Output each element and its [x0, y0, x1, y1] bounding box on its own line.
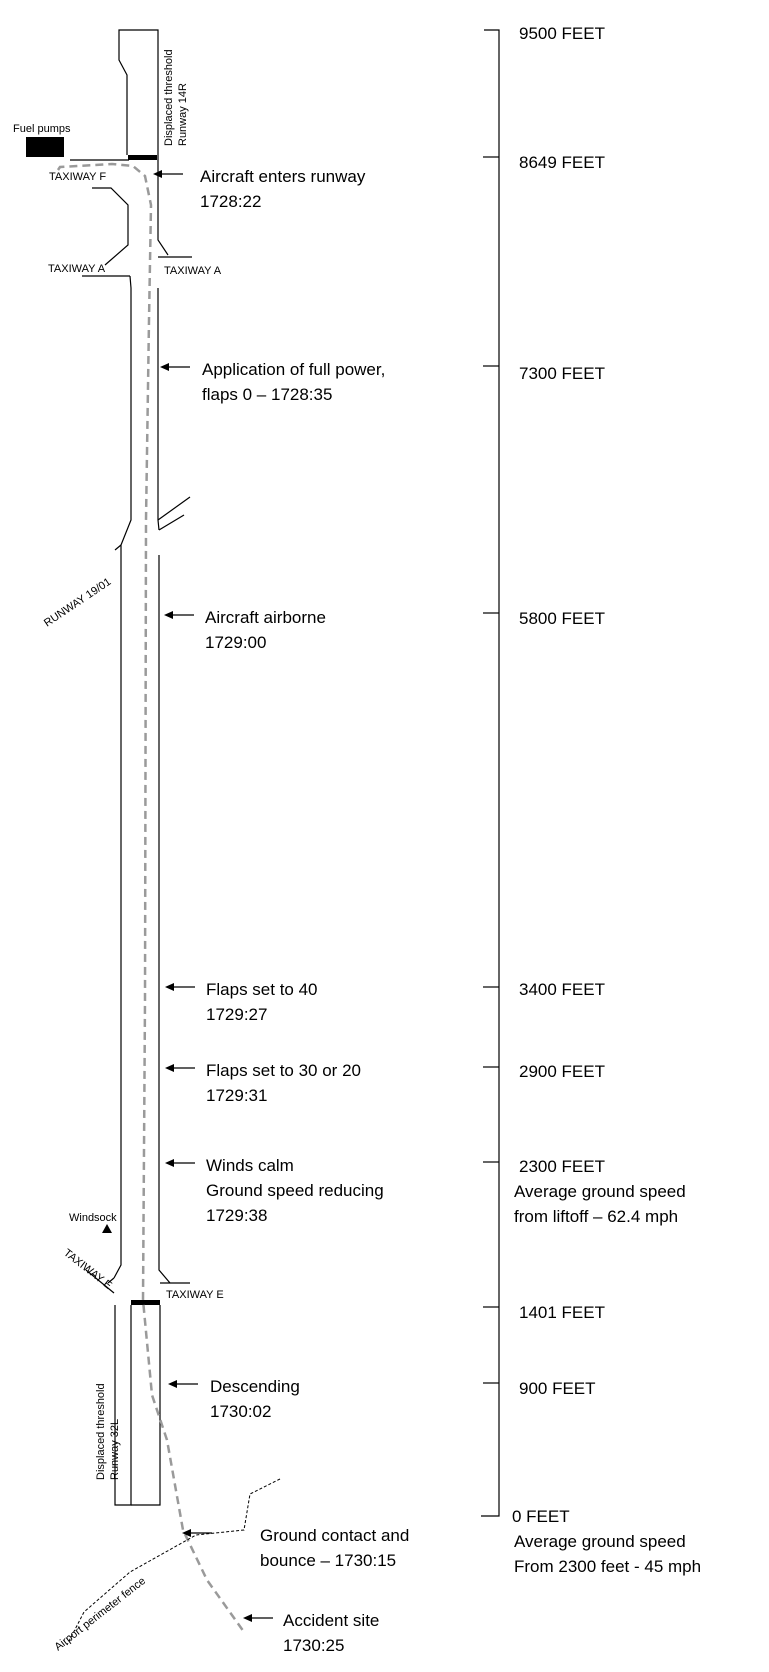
distance-mark-9	[483, 1379, 596, 1398]
distance-label: 2300 FEET	[519, 1157, 605, 1176]
distance-scale-axis	[481, 30, 499, 1516]
event-5	[165, 1061, 361, 1105]
arrow-left-icon	[168, 1380, 177, 1388]
event-text-line: Ground contact and	[260, 1526, 410, 1545]
threshold-32l-bar	[131, 1300, 160, 1305]
runway-left-edge	[119, 30, 135, 155]
distance-note-line: from liftoff – 62.4 mph	[514, 1207, 679, 1226]
distance-note-line: Average ground speed	[514, 1532, 686, 1551]
taxiway-e-right-label: TAXIWAY E	[166, 1289, 224, 1301]
distance-note-line: Average ground speed	[514, 1182, 686, 1201]
distance-mark-4	[483, 609, 605, 628]
arrow-left-icon	[165, 1064, 174, 1072]
event-text-line: 1729:00	[205, 633, 267, 652]
event-text-line: Accident site	[283, 1611, 380, 1630]
taxiway-a-right-label: TAXIWAY A	[164, 265, 222, 277]
arrow-left-icon	[160, 363, 169, 371]
distance-mark-10	[512, 1507, 701, 1576]
event-3	[164, 608, 326, 652]
event-2	[160, 360, 385, 404]
taxiway-a-left-label: TAXIWAY A	[48, 263, 106, 275]
runway-right-edge-mid	[158, 288, 159, 530]
runway-left-edge-mid	[114, 288, 131, 1278]
distance-mark-7	[483, 1157, 686, 1226]
distance-mark-2	[483, 153, 605, 172]
taxiway-f-left-island	[92, 188, 128, 265]
distance-note-line: From 2300 feet - 45 mph	[514, 1557, 702, 1576]
event-text-line: Winds calm	[206, 1156, 294, 1175]
event-text-line: Application of full power,	[202, 360, 386, 379]
distance-mark-5	[483, 980, 605, 999]
distance-mark-6	[483, 1062, 605, 1081]
distance-scale	[483, 24, 701, 1576]
distance-label: 8649 FEET	[519, 153, 605, 172]
arrow-left-icon	[164, 611, 173, 619]
windsock-label: Windsock	[69, 1212, 117, 1224]
distance-label: 900 FEET	[519, 1379, 596, 1398]
threshold-14r-label-2: Runway 14R	[177, 83, 189, 146]
distance-mark-8	[483, 1303, 605, 1322]
runway-right-edge-lower	[159, 555, 170, 1283]
distance-label: 9500 FEET	[519, 24, 605, 43]
event-annotations	[153, 167, 409, 1655]
event-text-line: 1730:02	[210, 1402, 272, 1421]
distance-label: 1401 FEET	[519, 1303, 605, 1322]
taxiway-a-left-edge	[130, 276, 131, 288]
arrow-left-icon	[165, 983, 174, 991]
taxiway-f-label: TAXIWAY F	[49, 171, 107, 183]
distance-label: 7300 FEET	[519, 364, 605, 383]
event-text-line: Aircraft enters runway	[200, 167, 366, 186]
event-text-line: bounce – 1730:15	[260, 1551, 397, 1570]
event-text-line: flaps 0 – 1728:35	[202, 385, 333, 404]
event-text-line: 1728:22	[200, 192, 262, 211]
fuel-pumps-label: Fuel pumps	[13, 123, 71, 135]
fuel-pumps-block	[26, 137, 64, 157]
event-text-line: 1729:31	[206, 1086, 268, 1105]
event-6	[165, 1156, 384, 1225]
distance-label: 3400 FEET	[519, 980, 605, 999]
event-text-line: Flaps set to 40	[206, 980, 318, 999]
threshold-32l-label-1: Displaced threshold	[95, 1383, 107, 1480]
event-text-line: Aircraft airborne	[205, 608, 326, 627]
event-7	[168, 1377, 300, 1421]
threshold-14r-label-1: Displaced threshold	[163, 49, 175, 146]
arrow-left-icon	[165, 1159, 174, 1167]
distance-label: 2900 FEET	[519, 1062, 605, 1081]
event-1	[153, 167, 366, 211]
threshold-32l-label-2: Runway 32L	[109, 1418, 121, 1480]
event-text-line: Ground speed reducing	[206, 1181, 384, 1200]
event-text-line: 1729:38	[206, 1206, 268, 1225]
arrow-left-icon	[243, 1614, 252, 1622]
threshold-14r-bar	[128, 155, 157, 160]
perimeter-fence-label: Airport perimeter fence	[52, 1575, 149, 1654]
distance-mark-1	[519, 24, 605, 43]
distance-label: 5800 FEET	[519, 609, 605, 628]
runway-19-01-label: RUNWAY 19/01	[41, 575, 114, 630]
runway-19-01-upper	[158, 497, 190, 520]
taxiway-e-left-label: TAXIWAY E	[61, 1246, 114, 1292]
distance-label: 0 FEET	[512, 1507, 570, 1526]
event-text-line: Flaps set to 30 or 20	[206, 1061, 361, 1080]
event-text-line: 1729:27	[206, 1005, 268, 1024]
windsock-icon	[102, 1224, 112, 1233]
event-4	[165, 980, 318, 1024]
distance-mark-3	[483, 364, 605, 383]
event-9	[243, 1611, 379, 1655]
event-text-line: Descending	[210, 1377, 300, 1396]
event-text-line: 1730:25	[283, 1636, 345, 1655]
runway-19-01-left	[115, 545, 121, 550]
event-8	[182, 1526, 409, 1570]
